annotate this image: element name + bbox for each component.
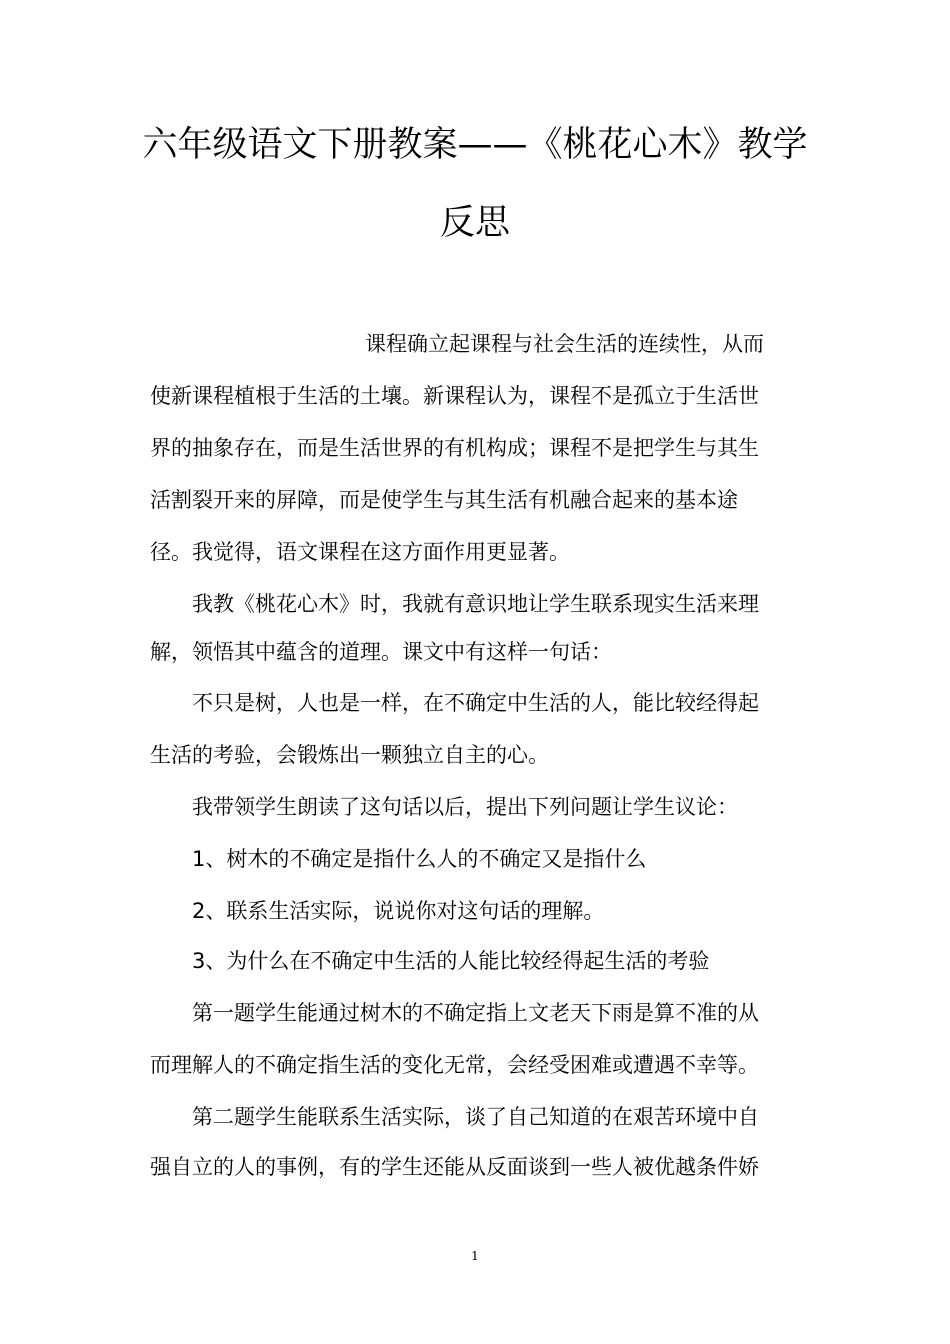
list-item-1: 1、树木的不确定是指什么人的不确定又是指什么: [192, 847, 647, 871]
body-line: 我教《桃花心木》时，我就有意识地让学生联系现实生活来理: [192, 592, 759, 616]
list-item-3: 3、为什么在不确定中生活的人能比较经得起生活的考验: [192, 949, 710, 973]
body-line: 课程确立起课程与社会生活的连续性，从而: [365, 332, 764, 356]
body-line: 而理解人的不确定指生活的变化无常，会经受困难或遭遇不幸等。: [150, 1053, 759, 1077]
body-line: 活割裂开来的屏障，而是使学生与其生活有机融合起来的基本途: [150, 488, 738, 512]
body-line: 第一题学生能通过树木的不确定指上文老天下雨是算不准的从: [192, 1001, 759, 1025]
body-line: 不只是树，人也是一样，在不确定中生活的人，能比较经得起: [192, 691, 759, 715]
document-title-line-2: 反思: [439, 203, 510, 243]
list-item-2: 2、联系生活实际，说说你对这句话的理解。: [192, 899, 605, 923]
body-line: 径。我觉得，语文课程在这方面作用更显著。: [150, 540, 570, 564]
body-line: 解，领悟其中蕴含的道理。课文中有这样一句话：: [150, 640, 612, 664]
body-line: 使新课程植根于生活的土壤。新课程认为，课程不是孤立于生活世: [150, 384, 759, 408]
body-line: 生活的考验，会锻炼出一颗独立自主的心。: [150, 743, 549, 767]
page-number: 1: [471, 1249, 479, 1263]
body-line: 第二题学生能联系生活实际，谈了自己知道的在艰苦环境中自: [192, 1105, 759, 1129]
body-line: 强自立的人的事例，有的学生还能从反面谈到一些人被优越条件娇: [150, 1155, 759, 1179]
body-line: 我带领学生朗读了这句话以后，提出下列问题让学生议论：: [192, 795, 738, 819]
body-line: 界的抽象存在，而是生活世界的有机构成；课程不是把学生与其生: [150, 436, 759, 460]
document-title-line-1: 六年级语文下册教案——《桃花心木》教学: [142, 125, 808, 165]
